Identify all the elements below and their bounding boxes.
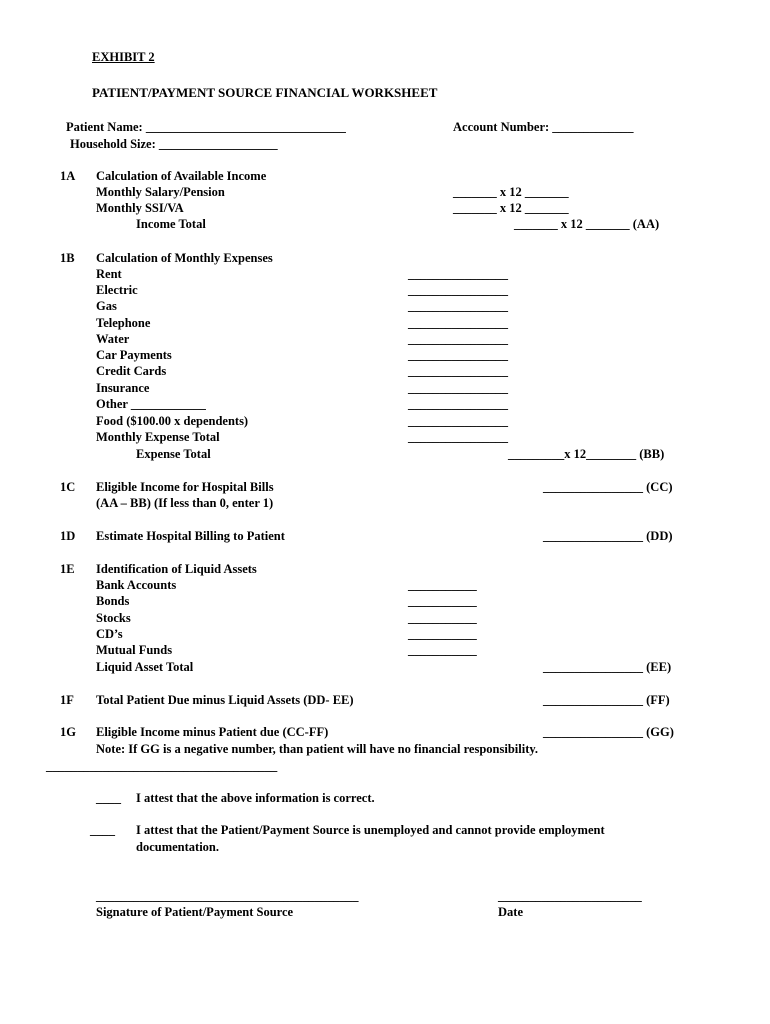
account-number-field[interactable]: Account Number: _____________ bbox=[453, 120, 634, 134]
income-total-label: Income Total bbox=[136, 217, 206, 231]
ssi-va-field[interactable]: _______ x 12 _______ bbox=[453, 201, 569, 215]
expense-label-credit-cards: Credit Cards bbox=[96, 364, 167, 378]
attest-correct-text: I attest that the above information is correct. bbox=[136, 791, 375, 805]
eligible-minus-due-field[interactable]: ________________ (GG) bbox=[543, 725, 674, 739]
expense-field-telephone[interactable]: ________________ bbox=[408, 316, 508, 330]
section-1c-number: 1C bbox=[60, 480, 76, 494]
section-1b-number: 1B bbox=[60, 251, 75, 265]
liquid-asset-total-label: Liquid Asset Total bbox=[96, 660, 194, 674]
section-1g-number: 1G bbox=[60, 725, 76, 739]
section-1c-heading: Eligible Income for Hospital Bills bbox=[96, 480, 274, 494]
section-1e-number: 1E bbox=[60, 562, 75, 576]
section-1d-heading: Estimate Hospital Billing to Patient bbox=[96, 529, 285, 543]
asset-field-bank-accounts[interactable]: ___________ bbox=[408, 578, 477, 592]
asset-label-bonds: Bonds bbox=[96, 594, 130, 608]
section-1a-number: 1A bbox=[60, 169, 76, 183]
section-1b-heading: Calculation of Monthly Expenses bbox=[96, 251, 273, 265]
asset-field-bonds[interactable]: ___________ bbox=[408, 594, 477, 608]
expense-field-rent[interactable]: ________________ bbox=[408, 267, 508, 281]
attest-unemployed-text: I attest that the Patient/Payment Source is unemployed and cannot provide employment bbox=[136, 823, 605, 837]
signature-line[interactable]: __________________________________________ bbox=[96, 889, 359, 903]
salary-pension-field[interactable]: _______ x 12 _______ bbox=[453, 185, 569, 199]
section-1e-heading: Identification of Liquid Assets bbox=[96, 562, 257, 576]
expense-total-field[interactable]: _________x 12________ (BB) bbox=[508, 447, 665, 461]
asset-label-stocks: Stocks bbox=[96, 611, 131, 625]
section-1f-number: 1F bbox=[60, 693, 74, 707]
expense-label-car-payments: Car Payments bbox=[96, 348, 172, 362]
expense-label-rent: Rent bbox=[96, 267, 122, 281]
hospital-billing-field[interactable]: ________________ (DD) bbox=[543, 529, 673, 543]
patient-name-field[interactable]: Patient Name: ________________________________ bbox=[66, 120, 346, 134]
worksheet-title: PATIENT/PAYMENT SOURCE FINANCIAL WORKSHEET bbox=[92, 85, 438, 100]
asset-label-cds: CD’s bbox=[96, 627, 123, 641]
expense-field-gas[interactable]: ________________ bbox=[408, 299, 508, 313]
expense-label-food: Food ($100.00 x dependents) bbox=[96, 414, 249, 428]
asset-field-mutual-funds[interactable]: ___________ bbox=[408, 643, 477, 657]
asset-field-cds[interactable]: ___________ bbox=[408, 627, 477, 641]
patient-due-minus-assets-field[interactable]: ________________ (FF) bbox=[543, 693, 670, 707]
liquid-asset-total-field[interactable]: ________________ (EE) bbox=[543, 660, 672, 674]
expense-field-credit-cards[interactable]: ________________ bbox=[408, 364, 508, 378]
section-1c-formula: (AA – BB) (If less than 0, enter 1) bbox=[96, 496, 274, 510]
attest-unemployed-checkbox[interactable]: ____ bbox=[90, 823, 115, 837]
expense-field-other[interactable]: ________________ bbox=[408, 397, 508, 411]
income-total-field[interactable]: _______ x 12 _______ (AA) bbox=[514, 217, 660, 231]
section-1d-number: 1D bbox=[60, 529, 76, 543]
household-size-field[interactable]: Household Size: ___________________ bbox=[70, 137, 278, 151]
expense-label-other[interactable]: Other ____________ bbox=[96, 397, 206, 411]
expense-field-water[interactable]: ________________ bbox=[408, 332, 508, 346]
expense-label-gas: Gas bbox=[96, 299, 117, 313]
exhibit-label: EXHIBIT 2 bbox=[92, 50, 155, 64]
negative-gg-note: Note: If GG is a negative number, than patient will have no financial responsibility. bbox=[96, 742, 539, 756]
asset-label-bank-accounts: Bank Accounts bbox=[96, 578, 177, 592]
expense-field-electric[interactable]: ________________ bbox=[408, 283, 508, 297]
expense-total-label: Expense Total bbox=[136, 447, 211, 461]
signature-label: Signature of Patient/Payment Source bbox=[96, 905, 294, 919]
section-divider: _____________________________________ bbox=[46, 759, 278, 773]
salary-pension-label: Monthly Salary/Pension bbox=[96, 185, 225, 199]
section-1g-heading: Eligible Income minus Patient due (CC-FF) bbox=[96, 725, 329, 739]
section-1a-heading: Calculation of Available Income bbox=[96, 169, 267, 183]
expense-field-monthly-total[interactable]: ________________ bbox=[408, 430, 508, 444]
eligible-income-field[interactable]: ________________ (CC) bbox=[543, 480, 673, 494]
asset-label-mutual-funds: Mutual Funds bbox=[96, 643, 173, 657]
asset-field-stocks[interactable]: ___________ bbox=[408, 611, 477, 625]
expense-label-water: Water bbox=[96, 332, 130, 346]
section-1f-heading: Total Patient Due minus Liquid Assets (DD- EE) bbox=[96, 693, 354, 707]
attest-unemployed-text-2: documentation. bbox=[136, 840, 219, 854]
ssi-va-label: Monthly SSI/VA bbox=[96, 201, 184, 215]
date-label: Date bbox=[498, 905, 523, 919]
expense-field-insurance[interactable]: ________________ bbox=[408, 381, 508, 395]
attest-correct-checkbox[interactable]: ____ bbox=[96, 791, 121, 805]
date-line[interactable]: _______________________ bbox=[498, 889, 642, 903]
expense-label-insurance: Insurance bbox=[96, 381, 150, 395]
expense-label-telephone: Telephone bbox=[96, 316, 151, 330]
expense-field-car-payments[interactable]: ________________ bbox=[408, 348, 508, 362]
expense-field-food[interactable]: ________________ bbox=[408, 414, 508, 428]
expense-label-monthly-total: Monthly Expense Total bbox=[96, 430, 220, 444]
expense-label-electric: Electric bbox=[96, 283, 138, 297]
